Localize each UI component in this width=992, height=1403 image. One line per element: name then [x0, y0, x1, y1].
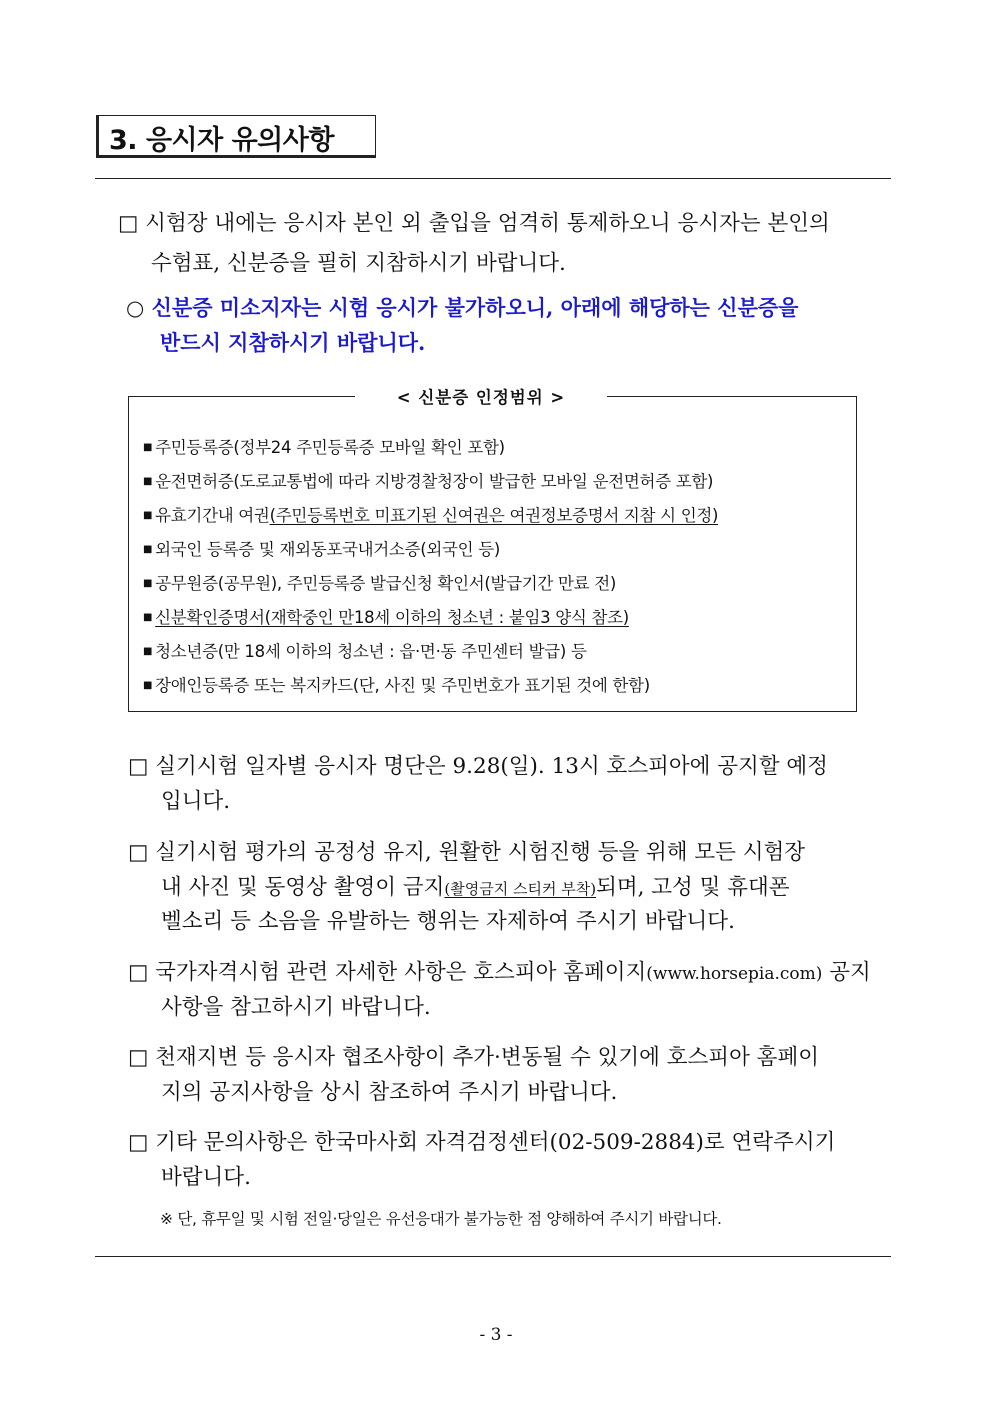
top-divider: [95, 178, 891, 179]
id-item-3: ■ 유효기간내 여권(주민등록번호 미표기된 신여권은 여권정보증명서 지참 시 인정): [143, 506, 719, 525]
notice-3-line-2: 사항을 참고하시기 바랍니다.: [161, 995, 431, 1020]
notice-2-line-3: 벨소리 등 소음을 유발하는 행위는 자제하여 주시기 바랍니다.: [161, 909, 735, 934]
notice-5-line-2: 바랍니다.: [161, 1165, 251, 1190]
checkbox-marker-icon: □: [128, 1130, 149, 1155]
square-bullet-icon: ■: [143, 476, 153, 487]
notice-1-line-1: □ 실기시험 일자별 응시자 명단은 9.28(일). 13시 호스피아에 공지할 예정: [128, 754, 828, 779]
notice-4-line-1: □ 천재지변 등 응시자 협조사항이 추가·변동될 수 있기에 호스피아 홈페이: [128, 1045, 819, 1070]
notice-1-line-2: 입니다.: [161, 789, 231, 814]
id-item-2: ■ 운전면허증(도로교통법에 따라 지방경찰청장이 발급한 모바일 운전면허증 포함): [143, 472, 714, 491]
notice-2-line-1: □ 실기시험 평가의 공정성 유지, 원활한 시험진행 등을 위해 모든 시험장: [128, 840, 806, 865]
warning-line-1: ○ 신분증 미소지자는 시험 응시가 불가하오니, 아래에 해당하는 신분증을: [126, 295, 799, 320]
notice-2-line-2: 내 사진 및 동영상 촬영이 금지(촬영금지 스티커 부착)되며, 고성 및 휴대폰: [161, 875, 790, 900]
checkbox-marker-icon: □: [128, 1045, 149, 1070]
notice-3-line-1: □ 국가자격시험 관련 자세한 사항은 호스피아 홈페이지(www.horsepia.com) 공지: [128, 960, 871, 985]
id-item-6: ■ 신분확인증명서(재학중인 만18세 이하의 청소년 : 붙임3 양식 참조): [143, 608, 629, 627]
id-scope-title: < 신분증 인정범위 >: [355, 385, 607, 411]
intro-line-2: 수험표, 신분증을 필히 지참하시기 바랍니다.: [151, 251, 566, 276]
warning-line-2: 반드시 지참하시기 바랍니다.: [160, 330, 426, 355]
id-item-5: ■ 공무원증(공무원), 주민등록증 발급신청 확인서(발급기간 만료 전): [143, 574, 616, 593]
circle-marker-icon: ○: [126, 296, 145, 320]
checkbox-marker-icon: □: [128, 960, 149, 985]
checkbox-marker-icon: □: [128, 840, 149, 865]
square-bullet-icon: ■: [143, 680, 153, 691]
id-item-1: ■ 주민등록증(정부24 주민등록증 모바일 확인 포함): [143, 438, 505, 457]
square-bullet-icon: ■: [143, 646, 153, 657]
id-item-4: ■ 외국인 등록증 및 재외동포국내거소증(외국인 등): [143, 540, 500, 559]
notice-5-line-1: □ 기타 문의사항은 한국마사회 자격검정센터(02-509-2884)로 연락주시기: [128, 1130, 836, 1155]
section-heading: 3. 응시자 유의사항: [109, 125, 334, 156]
footnote: ※ 단, 휴무일 및 시험 전일·당일은 유선응대가 불가능한 점 양해하여 주시기 바랍니다.: [160, 1210, 722, 1228]
square-bullet-icon: ■: [143, 578, 153, 589]
intro-line-1: □ 시험장 내에는 응시자 본인 외 출입을 엄격히 통제하오니 응시자는 본인의: [118, 211, 830, 236]
id-item-8: ■ 장애인등록증 또는 복지카드(단, 사진 및 주민번호가 표기된 것에 한함): [143, 676, 650, 695]
checkbox-marker-icon: □: [118, 211, 139, 236]
homepage-url: (www.horsepia.com): [646, 964, 823, 984]
bottom-divider: [95, 1256, 891, 1257]
notice-4-line-2: 지의 공지사항을 상시 참조하여 주시기 바랍니다.: [161, 1080, 618, 1105]
square-bullet-icon: ■: [143, 544, 153, 555]
checkbox-marker-icon: □: [128, 754, 149, 779]
section-heading-box: [96, 115, 376, 158]
page-number: - 3 -: [479, 1325, 513, 1345]
square-bullet-icon: ■: [143, 510, 153, 521]
id-item-7: ■ 청소년증(만 18세 이하의 청소년 : 읍·면·동 주민센터 발급) 등: [143, 642, 587, 661]
square-bullet-icon: ■: [143, 442, 153, 453]
square-bullet-icon: ■: [143, 612, 153, 623]
